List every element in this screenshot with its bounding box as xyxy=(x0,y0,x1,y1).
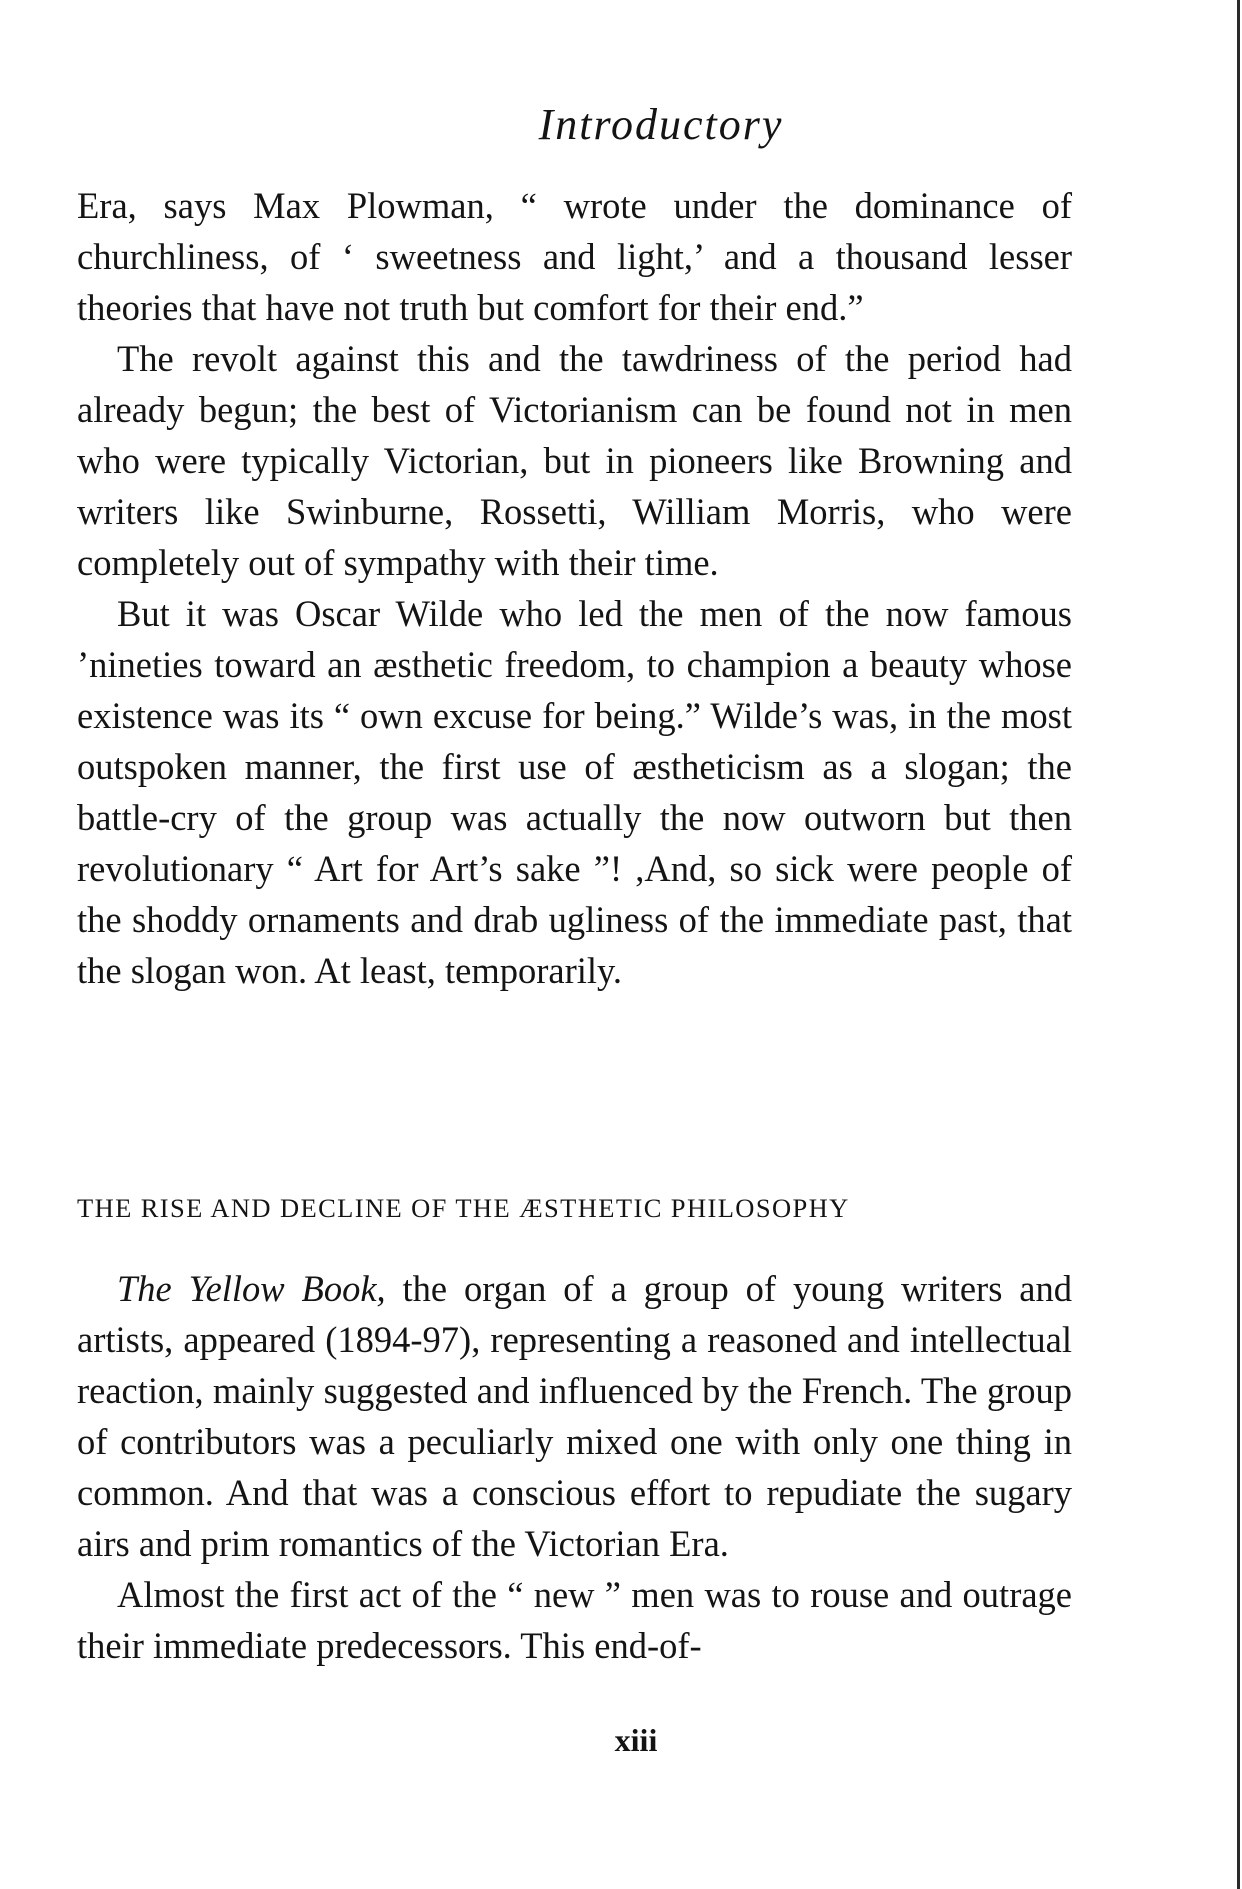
running-head: Introductory xyxy=(538,100,784,149)
paragraph-yellow-book-text: the organ of a group of young writers and artists, appeared (1894-97), representing a reasoned and intellectual reaction, mainly suggested and influenced by the French. The group of contributors was a peculiarly mixed one with only one thing in common. And that was a conscious effort to repudiate the sugary airs and prim romantics of the Victorian Era. xyxy=(77,1268,1072,1564)
page-number: xiii xyxy=(614,1722,658,1758)
paragraph-yellow-book xyxy=(77,1263,1072,1569)
paragraph-continuation: Era, says Max Plowman, “ wrote under the dominance of churchliness, of ‘ sweetness and light,’ and a thousand lesser theories that have not truth but comfort for their end.” xyxy=(77,185,1072,328)
body-text-top xyxy=(77,180,1072,996)
body-text-section xyxy=(77,1263,1072,1671)
page-edge-line xyxy=(1237,0,1240,1889)
paragraph-new-men: Almost the first act of the “ new ” men was to rouse and outrage their immediate predecessors. This end-of- xyxy=(77,1574,1072,1666)
section-heading: THE RISE AND DECLINE OF THE ÆSTHETIC PHILOSOPHY xyxy=(77,1193,850,1223)
paragraph-revolt: The revolt against this and the tawdriness of the period had already begun; the best of Victorianism can be found not in men who were typically Victorian, but in pioneers like Browning and writers like Swinburne, Rossetti, William Morris, who were completely out of sympathy with their time. xyxy=(77,338,1072,583)
paragraph-oscar-wilde: But it was Oscar Wilde who led the men of the now famous ’nineties toward an æsthetic freedom, to champion a beauty whose existence was its “ own excuse for being.” Wilde’s was, in the most outspoken manner, the first use of æstheticism as a slogan; the battle-cry of the group was actually the now outworn but then revolutionary “ Art for Art’s sake ”! ,And, so sick were people of the shoddy ornaments and drab ugliness of the immediate past, that the slogan won. At least, temporarily. xyxy=(77,593,1072,991)
book-title-yellow-book: The Yellow Book, xyxy=(117,1268,386,1309)
